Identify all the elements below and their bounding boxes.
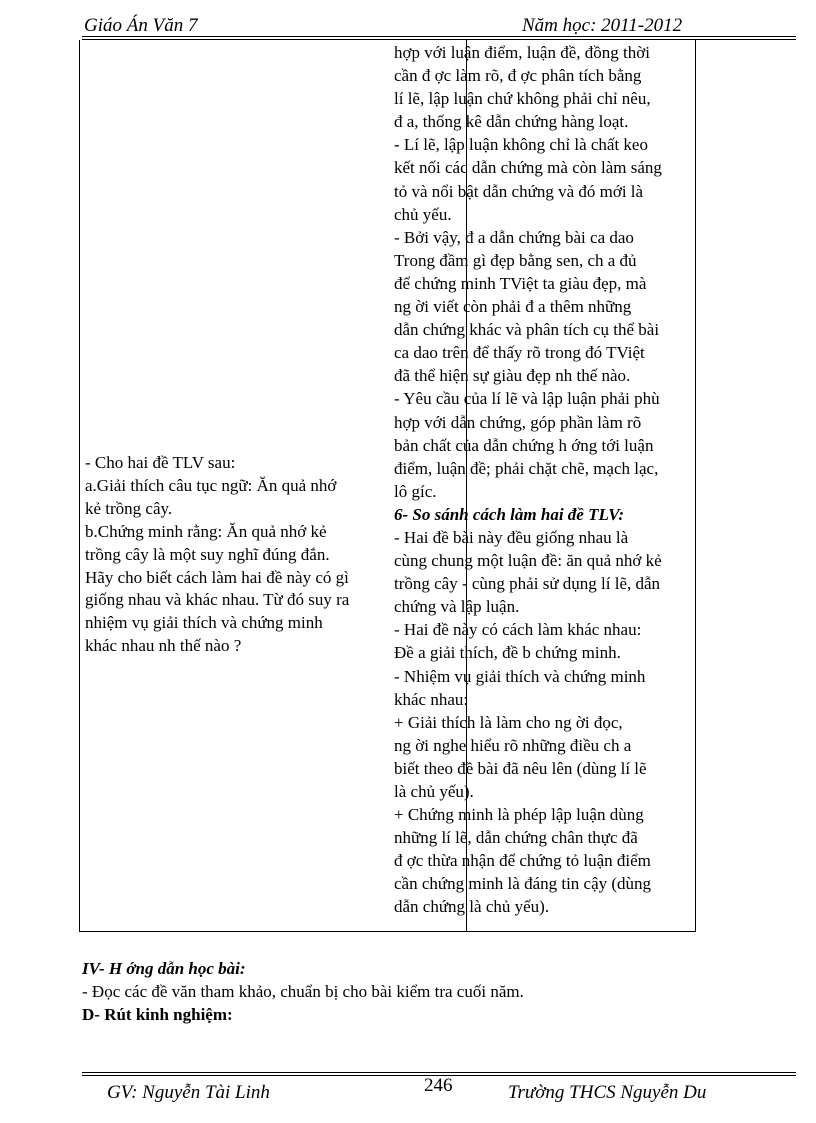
right-line: tỏ và nổi bật dẫn chứng và đó mới là bbox=[394, 181, 644, 201]
right-line: chứng và lập luận. bbox=[394, 597, 520, 617]
page-number: 246 bbox=[424, 1075, 453, 1096]
comparison-heading: 6- So sánh cách làm hai đề TLV: bbox=[394, 504, 624, 524]
right-line: - Hai đề này có cách làm khác nhau: bbox=[394, 620, 642, 640]
right-line: ca dao trên để thấy rõ trong đó TViệt bbox=[394, 343, 645, 363]
right-line: ng ời viết còn phải đ a thêm những bbox=[394, 297, 632, 317]
right-line: hợp với luận điểm, luận đề, đồng thời bbox=[394, 43, 650, 62]
content-table bbox=[79, 40, 696, 932]
left-line: kẻ trồng cây. bbox=[85, 498, 173, 518]
section-iv-text: - Đọc các đề văn tham khảo, chuẩn bị cho bài kiểm tra cuối năm. bbox=[82, 982, 524, 1001]
right-line: để chứng minh TViệt ta giàu đẹp, mà bbox=[394, 273, 647, 293]
left-line: a.Giải thích câu tục ngữ: Ăn quả nhớ bbox=[85, 475, 337, 495]
right-line: đã thể hiện sự giàu đẹp nh thế nào. bbox=[394, 366, 631, 386]
footer-school: Trường THCS Nguyễn Du bbox=[508, 1082, 707, 1103]
left-line: giống nhau và khác nhau. Từ đó suy ra bbox=[85, 590, 350, 610]
right-line: là chủ yếu). bbox=[394, 782, 474, 801]
right-line: - Yêu cầu của lí lẽ và lập luận phải phù bbox=[394, 389, 660, 409]
left-column bbox=[85, 452, 385, 658]
right-line: khác nhau: bbox=[394, 689, 469, 709]
right-line: - Hai đề bài này đều giống nhau là bbox=[394, 527, 629, 547]
right-line: - Bởi vậy, đ a dẫn chứng bài ca dao bbox=[394, 227, 634, 247]
header-rule bbox=[82, 36, 796, 37]
right-line: hợp với dẫn chứng, góp phần làm rõ bbox=[394, 412, 642, 432]
right-line: - Lí lẽ, lập luận không chỉ là chất keo bbox=[394, 135, 648, 155]
right-column bbox=[394, 41, 694, 919]
right-line: ng ời nghe hiểu rõ những điều ch a bbox=[394, 735, 632, 755]
right-line: biết theo đề bài đã nêu lên (dùng lí lẽ bbox=[394, 758, 647, 778]
right-line: bản chất của dẫn chứng h ớng tới luận bbox=[394, 435, 654, 455]
header-right: Năm học: 2011-2012 bbox=[522, 15, 683, 36]
right-line: dẫn chứng khác và phân tích cụ thể bài bbox=[394, 320, 660, 340]
left-line: b.Chứng minh rằng: Ăn quả nhớ kẻ bbox=[85, 521, 327, 541]
left-line: - Cho hai đề TLV sau: bbox=[85, 453, 236, 472]
right-line: Đề a giải thích, đề b chứng minh. bbox=[394, 643, 621, 663]
right-line: lô gíc. bbox=[394, 481, 437, 501]
right-line: Trong đầm gì đẹp bằng sen, ch a đủ bbox=[394, 250, 637, 270]
left-line: trồng cây là một suy nghĩ đúng đắn. bbox=[85, 544, 330, 564]
right-line: những lí lẽ, dẫn chứng chân thực đã bbox=[394, 828, 638, 848]
right-line: kết nối các dẫn chứng mà còn làm sáng bbox=[394, 158, 662, 178]
right-line: chủ yếu. bbox=[394, 204, 452, 224]
right-line: cần đ ợc làm rõ, đ ợc phân tích bằng bbox=[394, 66, 642, 86]
right-line: cùng chung một luận đề: ăn quả nhớ kẻ bbox=[394, 551, 662, 571]
left-line: khác nhau nh thế nào ? bbox=[85, 636, 242, 656]
footer-teacher: GV: Nguyễn Tài Linh bbox=[107, 1082, 270, 1103]
header-left: Giáo Án Văn 7 bbox=[84, 15, 198, 36]
footer-rule bbox=[82, 1072, 796, 1073]
right-line: + Giải thích là làm cho ng ời đọc, bbox=[394, 712, 623, 732]
right-line: + Chứng minh là phép lập luận dùng bbox=[394, 805, 644, 825]
left-line: nhiệm vụ giải thích và chứng minh bbox=[85, 613, 323, 633]
right-line: lí lẽ, lập luận chứ không phải chỉ nêu, bbox=[394, 89, 651, 109]
right-line: dẫn chứng là chủ yếu). bbox=[394, 897, 550, 917]
section-d-heading: D- Rút kinh nghiệm: bbox=[82, 1005, 233, 1024]
right-line: trồng cây - cùng phải sử dụng lí lẽ, dẫn bbox=[394, 574, 661, 594]
right-line: điểm, luận đề; phải chặt chẽ, mạch lạc, bbox=[394, 458, 659, 478]
right-line: đ a, thống kê dẫn chứng hàng loạt. bbox=[394, 112, 629, 132]
left-line: Hãy cho biết cách làm hai đề này có gì bbox=[85, 567, 349, 587]
right-line: - Nhiệm vụ giải thích và chứng minh bbox=[394, 666, 646, 686]
section-iv-heading: IV- H ớng dẫn học bài: bbox=[82, 959, 246, 978]
right-line: cần chứng minh là đáng tin cậy (dùng bbox=[394, 874, 652, 894]
right-line: đ ợc thừa nhận để chứng tỏ luận điểm bbox=[394, 851, 651, 871]
